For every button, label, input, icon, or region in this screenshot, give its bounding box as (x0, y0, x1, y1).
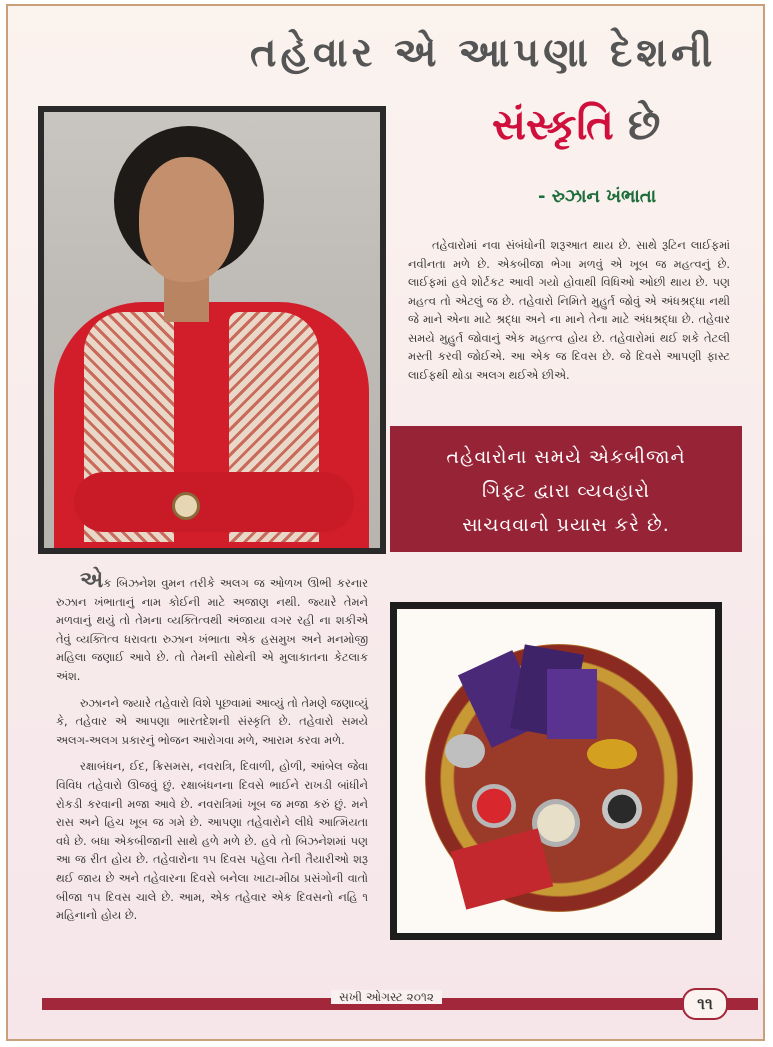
article-body (56, 568, 368, 933)
portrait-photo (38, 106, 386, 554)
pull-quote (390, 426, 742, 552)
headline-suffix: છે (627, 100, 661, 149)
body-paragraph: રુઝાનને જ્યારે તહેવારો વિશે પૂછવામાં આવ્યું તો તેમણે જણાવ્યું કે, તહેવાર એ આપણા ભારતદેશની સંસ્કૃતિ છે. તહેવારો સમયે અલગ-અલગ પ્રકારનું ભોજન આરોગવા મળે, આરામ કરવા મળે. (56, 695, 368, 747)
body-paragraph: એક બિઝનેશ વુમન તરીકે અલગ જ ઓળખ ઊભી કરનાર રુઝાન ખંભાતાનું નામ કોઈની માટે અજાણ નથી. જ્યારે તેમને મળવાનું થયું તો તેમના વ્યક્તિત્વથી અંજાયા વગર રહી ના શકીએ તેવું વ્યક્તિત્વ ધરાવતા રુઝાન ખંભાતા એક હસમુખ અને મનમોજી મહિલા જણાઈ આવે છે. તો તેમની સોથેની એ મુલાકાતના કેટલાક અંશ. (56, 568, 368, 683)
page-number: ૧૧ (682, 988, 728, 1020)
footer-magazine: સખી ઓગસ્ટ ૨૦૧૨ (0, 990, 773, 1005)
intro-paragraph: તહેવારોમાં નવા સંબંધોની શરૂઆત થાય છે. સાથે રૂટિન લાઈફમાં નવીનતા મળે છે. એકબીજા ભેગા મળવું એ ખૂબ જ મહત્વનું છે. લાઈફમાં હવે શોર્ટકટ આવી ગયો હોવાથી વિધિઓ ઓછી થાય છે. પણ મહત્વ તો એટલું જ છે. તહેવારો નિમિતે મુહુર્ત જોવું એ અંધશ્રદ્ધા નથી જે માને એના માટે શ્રદ્ધા અને ના માને તેના માટે અંધશ્રદ્ધા છે. તહેવાર સમયે મુહુર્ત જોવાનું એક મહત્ત્વ હોય છે. તહેવારોમાં થઈ શકે તેટલી મસ્તી કરવી જોઈએ. આ એક જ દિવસ છે. જે દિવસે આપણી ફાસ્ટ લાઈફથી થોડા અલગ થઈએ છીએ. (408, 238, 730, 382)
pull-quote-line: તહેવારોના સમયે એકબીજાને (446, 446, 686, 468)
pull-quote-line: ગિફ્ટ દ્વારા વ્યવહારો (482, 480, 650, 502)
author-byline: - રુઝાન ખંભાતા (538, 186, 657, 207)
drop-cap: એ (80, 568, 104, 593)
body-paragraph: રક્ષાબંધન, ઈદ, ક્રિસમસ, નવરાત્રિ, દિવાળી, હોળી, આંબેલ જેવા વિવિધ તહેવારો ઊજવું છું. રક્ષાબંધનના દિવસે ભાઈને રાખડી બાંધીને રોકડી કરવાની મજા આવે છે. નવરાત્રિમાં ખૂબ જ મજા કરું છું. મને રાસ અને હિચ ખૂબ જ ગમે છે. આપણા તહેવારોને લીધે આત્મિયતા વધે છે. બધા એકબીજાની સાથે હળે મળે છે. હવે તો બિઝનેશમાં પણ આ જ રીત હોય છે. તહેવારોના ૧૫ દિવસ પહેલા તેની તૈયારીઓ શરૂ થઈ જાય છે અને તહેવારના દિવસે બનેલા ખાટા-મીઠા પ્રસંગોની વાતો બીજા ૧૫ દિવસ ચાલે છે. આમ, એક તહેવાર એક દિવસનો નહિ ૧ મહિનાનો હોય છે. (56, 759, 368, 923)
pull-quote-line: સાચવવાનો પ્રયાસ કરે છે. (462, 514, 670, 536)
headline-highlight: સંસ્કૃતિ (492, 100, 614, 149)
rakhi-thali-photo (390, 602, 722, 940)
headline-line2 (492, 100, 660, 150)
headline-line1: તહેવાર એ આપણા દેશની (250, 30, 717, 76)
